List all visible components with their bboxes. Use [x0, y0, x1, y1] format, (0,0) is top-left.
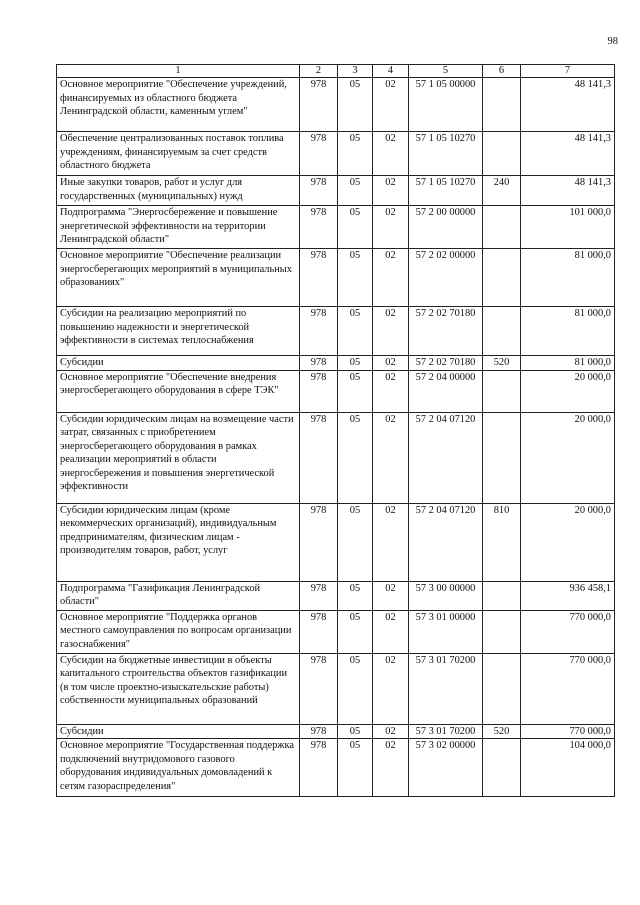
target-article-cell: 57 2 00 00000 [409, 206, 483, 249]
section-code-cell: 05 [338, 206, 373, 249]
section-code-cell: 05 [338, 739, 373, 797]
target-article-cell: 57 2 04 07120 [409, 412, 483, 503]
target-article-cell: 57 3 01 00000 [409, 610, 483, 653]
row-name-cell: Субсидии [57, 724, 300, 739]
table-row [57, 581, 615, 610]
column-header-4: 4 [373, 65, 409, 78]
target-article-cell: 57 2 04 00000 [409, 370, 483, 412]
expense-type-cell [483, 581, 521, 610]
subsection-code-cell: 02 [373, 724, 409, 739]
subsection-code-cell: 02 [373, 356, 409, 371]
amount-cell: 48 141,3 [521, 78, 615, 132]
amount-cell: 20 000,0 [521, 503, 615, 581]
ministry-code-cell: 978 [300, 503, 338, 581]
subsection-code-cell: 02 [373, 581, 409, 610]
ministry-code-cell: 978 [300, 724, 338, 739]
expense-type-cell: 810 [483, 503, 521, 581]
table-row [57, 206, 615, 249]
ministry-code-cell: 978 [300, 176, 338, 206]
amount-cell: 770 000,0 [521, 724, 615, 739]
expense-type-cell: 240 [483, 176, 521, 206]
expense-type-cell [483, 370, 521, 412]
target-article-cell: 57 1 05 10270 [409, 176, 483, 206]
table-row [57, 739, 615, 797]
subsection-code-cell: 02 [373, 78, 409, 132]
section-code-cell: 05 [338, 653, 373, 724]
section-code-cell: 05 [338, 724, 373, 739]
ministry-code-cell: 978 [300, 653, 338, 724]
subsection-code-cell: 02 [373, 653, 409, 724]
target-article-cell: 57 2 02 70180 [409, 307, 483, 356]
section-code-cell: 05 [338, 370, 373, 412]
amount-cell: 48 141,3 [521, 132, 615, 176]
budget-table-body [57, 78, 615, 797]
column-header-3: 3 [338, 65, 373, 78]
table-row [57, 132, 615, 176]
row-name-cell: Основное мероприятие "Обеспечение учреждений, финансируемых из областного бюджета Ленинградской области, каменным углем" [57, 78, 300, 132]
row-name-cell: Подпрограмма "Газификация Ленинградской области" [57, 581, 300, 610]
subsection-code-cell: 02 [373, 739, 409, 797]
target-article-cell: 57 2 02 70180 [409, 356, 483, 371]
row-name-cell: Основное мероприятие "Обеспечение реализации энергосберегающих мероприятий в муниципальных образованиях" [57, 249, 300, 307]
row-name-cell: Субсидии на реализацию мероприятий по повышению надежности и энергетической эффективности в системах теплоснабжения [57, 307, 300, 356]
ministry-code-cell: 978 [300, 307, 338, 356]
ministry-code-cell: 978 [300, 412, 338, 503]
expense-type-cell [483, 739, 521, 797]
subsection-code-cell: 02 [373, 176, 409, 206]
row-name-cell: Иные закупки товаров, работ и услуг для государственных (муниципальных) нужд [57, 176, 300, 206]
target-article-cell: 57 2 02 00000 [409, 249, 483, 307]
amount-cell: 81 000,0 [521, 307, 615, 356]
row-name-cell: Субсидии юридическим лицам на возмещение части затрат, связанных с приобретением энергосберегающего оборудования в рамках реализации мероприятий в области энергосбережения и повышения энергетической эффективности [57, 412, 300, 503]
subsection-code-cell: 02 [373, 610, 409, 653]
section-code-cell: 05 [338, 249, 373, 307]
row-name-cell: Основное мероприятие "Государственная поддержка подключений внутридомового газового оборудования индивидуальных домовладений к сетям газораспределения" [57, 739, 300, 797]
table-row [57, 412, 615, 503]
section-code-cell: 05 [338, 176, 373, 206]
expense-type-cell: 520 [483, 356, 521, 371]
ministry-code-cell: 978 [300, 249, 338, 307]
table-row [57, 724, 615, 739]
row-name-cell: Субсидии на бюджетные инвестиции в объекты капитального строительства объектов газификации (в том числе проектно-изыскательские работы) собственности муниципальных образований [57, 653, 300, 724]
amount-cell: 20 000,0 [521, 412, 615, 503]
amount-cell: 48 141,3 [521, 176, 615, 206]
expense-type-cell [483, 206, 521, 249]
ministry-code-cell: 978 [300, 206, 338, 249]
table-row [57, 176, 615, 206]
section-code-cell: 05 [338, 610, 373, 653]
target-article-cell: 57 1 05 10270 [409, 132, 483, 176]
row-name-cell: Основное мероприятие "Обеспечение внедрения энергосберегающего оборудования в сфере ТЭК" [57, 370, 300, 412]
amount-cell: 101 000,0 [521, 206, 615, 249]
amount-cell: 770 000,0 [521, 653, 615, 724]
row-name-cell: Подпрограмма "Энергосбережение и повышение энергетической эффективности на территории Ленинградской области" [57, 206, 300, 249]
section-code-cell: 05 [338, 132, 373, 176]
amount-cell: 81 000,0 [521, 356, 615, 371]
row-name-cell: Обеспечение централизованных поставок топлива учреждениям, финансируемым за счет средств областного бюджета [57, 132, 300, 176]
row-name-cell: Субсидии [57, 356, 300, 371]
column-number-row [57, 65, 615, 78]
ministry-code-cell: 978 [300, 610, 338, 653]
subsection-code-cell: 02 [373, 307, 409, 356]
amount-cell: 104 000,0 [521, 739, 615, 797]
target-article-cell: 57 1 05 00000 [409, 78, 483, 132]
expense-type-cell [483, 307, 521, 356]
table-row [57, 356, 615, 371]
table-row [57, 370, 615, 412]
expense-type-cell [483, 249, 521, 307]
target-article-cell: 57 3 00 00000 [409, 581, 483, 610]
subsection-code-cell: 02 [373, 370, 409, 412]
target-article-cell: 57 2 04 07120 [409, 503, 483, 581]
ministry-code-cell: 978 [300, 370, 338, 412]
table-row [57, 653, 615, 724]
target-article-cell: 57 3 02 00000 [409, 739, 483, 797]
amount-cell: 20 000,0 [521, 370, 615, 412]
subsection-code-cell: 02 [373, 503, 409, 581]
table-row [57, 249, 615, 307]
expense-type-cell [483, 653, 521, 724]
column-header-5: 5 [409, 65, 483, 78]
row-name-cell: Основное мероприятие "Поддержка органов местного самоуправления по вопросам организации газоснабжения" [57, 610, 300, 653]
ministry-code-cell: 978 [300, 739, 338, 797]
ministry-code-cell: 978 [300, 132, 338, 176]
row-name-cell: Субсидии юридическим лицам (кроме некоммерческих организаций), индивидуальным предпринимателям, физическим лицам - производителям товаров, работ, услуг [57, 503, 300, 581]
ministry-code-cell: 978 [300, 78, 338, 132]
ministry-code-cell: 978 [300, 581, 338, 610]
expense-type-cell: 520 [483, 724, 521, 739]
section-code-cell: 05 [338, 412, 373, 503]
target-article-cell: 57 3 01 70200 [409, 653, 483, 724]
section-code-cell: 05 [338, 78, 373, 132]
budget-table [56, 64, 615, 797]
expense-type-cell [483, 78, 521, 132]
page-number: 98 [607, 36, 618, 47]
table-row [57, 503, 615, 581]
column-header-2: 2 [300, 65, 338, 78]
column-header-1: 1 [57, 65, 300, 78]
section-code-cell: 05 [338, 307, 373, 356]
expense-type-cell [483, 610, 521, 653]
amount-cell: 81 000,0 [521, 249, 615, 307]
column-header-6: 6 [483, 65, 521, 78]
subsection-code-cell: 02 [373, 132, 409, 176]
subsection-code-cell: 02 [373, 249, 409, 307]
ministry-code-cell: 978 [300, 356, 338, 371]
column-header-7: 7 [521, 65, 615, 78]
table-row [57, 78, 615, 132]
section-code-cell: 05 [338, 581, 373, 610]
amount-cell: 936 458,1 [521, 581, 615, 610]
section-code-cell: 05 [338, 356, 373, 371]
expense-type-cell [483, 412, 521, 503]
section-code-cell: 05 [338, 503, 373, 581]
expense-type-cell [483, 132, 521, 176]
subsection-code-cell: 02 [373, 412, 409, 503]
amount-cell: 770 000,0 [521, 610, 615, 653]
table-row [57, 610, 615, 653]
target-article-cell: 57 3 01 70200 [409, 724, 483, 739]
table-row [57, 307, 615, 356]
subsection-code-cell: 02 [373, 206, 409, 249]
